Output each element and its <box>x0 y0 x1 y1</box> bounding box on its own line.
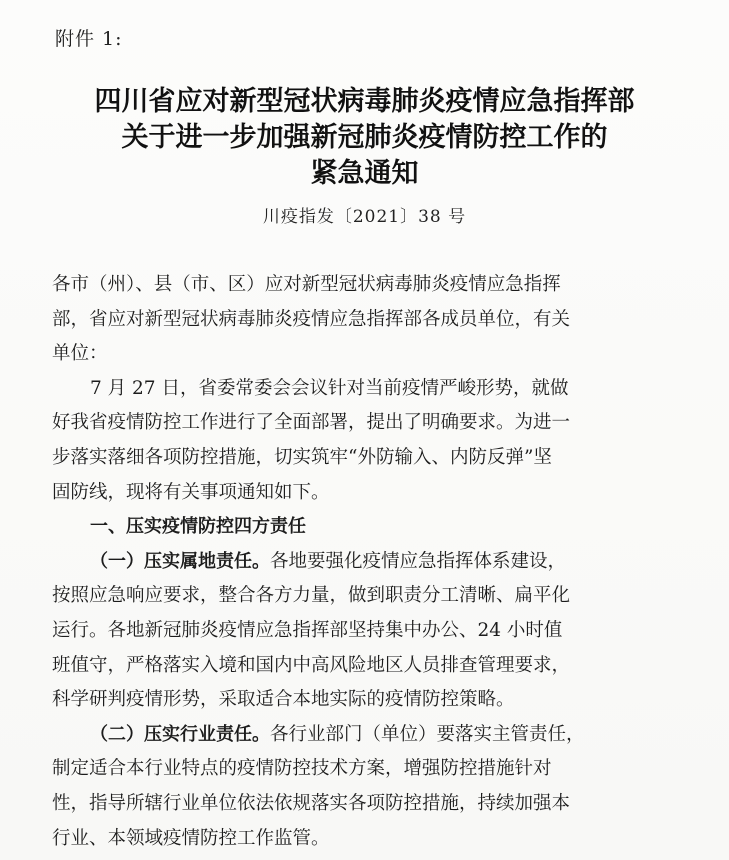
document-number: 川疫指发〔2021〕38 号 <box>262 207 467 227</box>
item1-lead: （一）压实属地责任。 <box>90 550 270 572</box>
item2-lead: （二）压实行业责任。 <box>90 723 270 745</box>
item1-line: 运行。各地新冠肺炎疫情应急指挥部坚持集中办公、24 小时值 <box>52 619 563 641</box>
document-body <box>52 268 692 856</box>
intro-line: 好我省疫情防控工作进行了全面部署，提出了明确要求。为进一 <box>52 412 571 434</box>
item1-line: 科学研判疫情形势，采取适合本地实际的疫情防控策略。 <box>52 689 515 711</box>
item2-first-line-text: 各行业部门（单位）要落实主管责任， <box>270 723 585 745</box>
item2-line: 行业、本领域疫情防控工作监管。 <box>52 827 330 849</box>
item2-line: 性，指导所辖行业单位依法依规落实各项防控措施，持续加强本 <box>52 792 571 814</box>
section-heading: 一、压实疫情防控四方责任 <box>90 516 306 538</box>
title-line-2: 关于进一步加强新冠肺炎疫情防控工作的 <box>121 122 608 153</box>
item2-line: 制定适合本行业特点的疫情防控技术方案，增强防控措施针对 <box>52 758 552 780</box>
title-line-1: 四川省应对新型冠状病毒肺炎疫情应急指挥部 <box>94 86 635 117</box>
item2-first-line <box>52 718 692 753</box>
address-line: 部，省应对新型冠状病毒肺炎疫情应急指挥部各成员单位，有关 <box>52 308 571 330</box>
title-line-3: 紧急通知 <box>310 158 419 189</box>
address-line: 单位： <box>52 343 108 365</box>
item1-first-line <box>52 545 692 580</box>
intro-line: 步落实落细各项防控措施，切实筑牢“外防输入、内防反弹”坚 <box>52 446 552 468</box>
item1-line: 班值守，严格落实入境和国内中高风险地区人员排查管理要求， <box>52 654 571 676</box>
document-title <box>0 84 729 192</box>
item1-line: 按照应急响应要求，整合各方力量，做到职责分工清晰、扁平化 <box>52 585 571 607</box>
attachment-label: 附件 1: <box>55 28 123 50</box>
intro-line: 7 月 27 日，省委常委会会议针对当前疫情严峻形势，就做 <box>90 377 569 399</box>
intro-line: 固防线，现将有关事项通知如下。 <box>52 481 330 503</box>
item1-first-line-text: 各地要强化疫情应急指挥体系建设， <box>270 550 567 572</box>
address-line: 各市（州）、县（市、区）应对新型冠状病毒肺炎疫情应急指挥 <box>52 274 561 295</box>
